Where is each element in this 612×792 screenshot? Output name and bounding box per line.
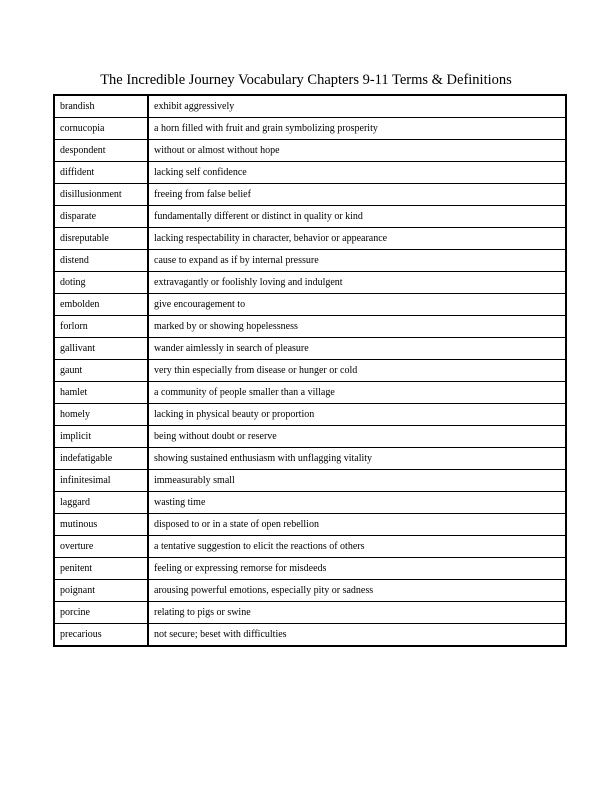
table-row — [54, 382, 566, 404]
page-title: The Incredible Journey Vocabulary Chapters 9-11 Terms & Definitions — [100, 72, 512, 88]
definition-cell: a community of people smaller than a village — [148, 382, 566, 404]
definition-cell: extravagantly or foolishly loving and indulgent — [148, 272, 566, 294]
term-cell: disparate — [54, 206, 148, 228]
table-row — [54, 184, 566, 206]
table-row — [54, 360, 566, 382]
term-cell: precarious — [54, 624, 148, 647]
table-row — [54, 426, 566, 448]
definition-cell: lacking in physical beauty or proportion — [148, 404, 566, 426]
definition-cell: fundamentally different or distinct in quality or kind — [148, 206, 566, 228]
table-row — [54, 118, 566, 140]
table-row — [54, 558, 566, 580]
term-cell: disreputable — [54, 228, 148, 250]
definition-cell: lacking respectability in character, behavior or appearance — [148, 228, 566, 250]
definition-cell: arousing powerful emotions, especially pity or sadness — [148, 580, 566, 602]
table-row — [54, 536, 566, 558]
table-row — [54, 294, 566, 316]
definition-cell: lacking self confidence — [148, 162, 566, 184]
term-cell: mutinous — [54, 514, 148, 536]
definition-cell: exhibit aggressively — [148, 95, 566, 118]
definition-cell: disposed to or in a state of open rebellion — [148, 514, 566, 536]
term-cell: homely — [54, 404, 148, 426]
term-cell: embolden — [54, 294, 148, 316]
term-cell: infinitesimal — [54, 470, 148, 492]
term-cell: brandish — [54, 95, 148, 118]
table-row — [54, 162, 566, 184]
term-cell: poignant — [54, 580, 148, 602]
term-cell: penitent — [54, 558, 148, 580]
term-cell: cornucopia — [54, 118, 148, 140]
definition-cell: being without doubt or reserve — [148, 426, 566, 448]
table-row — [54, 140, 566, 162]
table-row — [54, 492, 566, 514]
term-cell: hamlet — [54, 382, 148, 404]
term-cell: overture — [54, 536, 148, 558]
term-cell: gallivant — [54, 338, 148, 360]
table-row — [54, 624, 566, 647]
term-cell: indefatigable — [54, 448, 148, 470]
definition-cell: relating to pigs or swine — [148, 602, 566, 624]
term-cell: diffident — [54, 162, 148, 184]
definition-cell: marked by or showing hopelessness — [148, 316, 566, 338]
definition-cell: showing sustained enthusiasm with unflagging vitality — [148, 448, 566, 470]
table-row — [54, 206, 566, 228]
definition-cell: freeing from false belief — [148, 184, 566, 206]
table-row — [54, 272, 566, 294]
definition-cell: cause to expand as if by internal pressure — [148, 250, 566, 272]
definition-cell: give encouragement to — [148, 294, 566, 316]
table-row — [54, 316, 566, 338]
term-cell: porcine — [54, 602, 148, 624]
definition-cell: without or almost without hope — [148, 140, 566, 162]
table-row — [54, 95, 566, 118]
definition-cell: feeling or expressing remorse for misdeeds — [148, 558, 566, 580]
term-cell: laggard — [54, 492, 148, 514]
definition-cell: immeasurably small — [148, 470, 566, 492]
definition-cell: very thin especially from disease or hunger or cold — [148, 360, 566, 382]
definition-cell: not secure; beset with difficulties — [148, 624, 566, 647]
term-cell: gaunt — [54, 360, 148, 382]
vocabulary-table-body — [54, 95, 566, 646]
definition-cell: wander aimlessly in search of pleasure — [148, 338, 566, 360]
table-row — [54, 470, 566, 492]
table-row — [54, 514, 566, 536]
table-row — [54, 250, 566, 272]
definition-cell: a tentative suggestion to elicit the reactions of others — [148, 536, 566, 558]
table-row — [54, 448, 566, 470]
table-row — [54, 228, 566, 250]
term-cell: doting — [54, 272, 148, 294]
term-cell: implicit — [54, 426, 148, 448]
definition-cell: wasting time — [148, 492, 566, 514]
table-row — [54, 602, 566, 624]
vocabulary-table — [53, 94, 567, 647]
term-cell: distend — [54, 250, 148, 272]
term-cell: forlorn — [54, 316, 148, 338]
table-row — [54, 338, 566, 360]
table-row — [54, 580, 566, 602]
definition-cell: a horn filled with fruit and grain symbolizing prosperity — [148, 118, 566, 140]
term-cell: disillusionment — [54, 184, 148, 206]
term-cell: despondent — [54, 140, 148, 162]
table-row — [54, 404, 566, 426]
